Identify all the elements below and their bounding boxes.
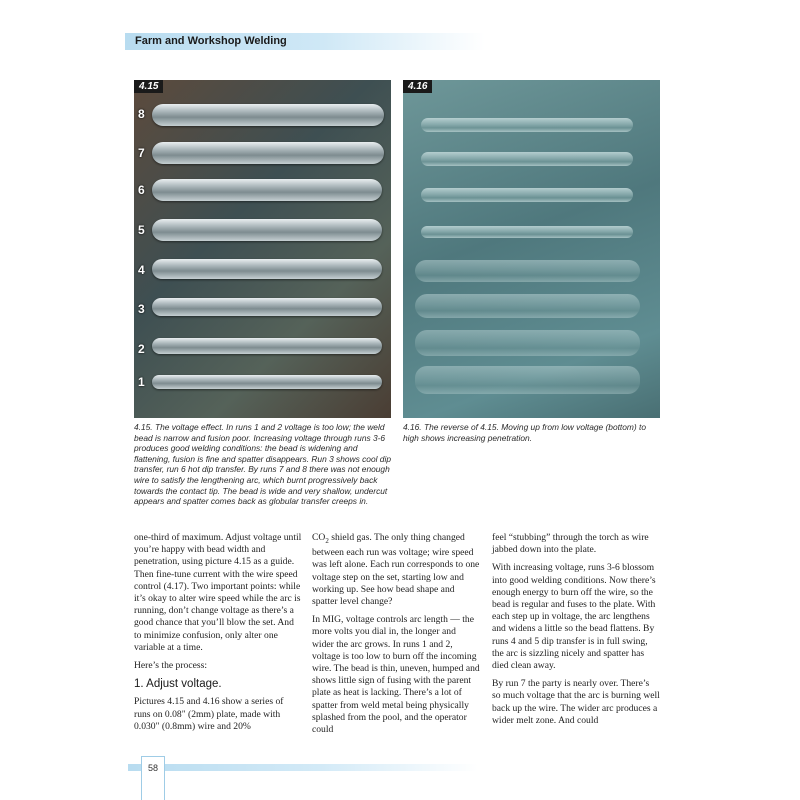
weld-bead-run-6 bbox=[152, 179, 382, 201]
section-subhead: 1. Adjust voltage. bbox=[134, 678, 222, 691]
text-column-3 bbox=[492, 532, 660, 733]
paragraph: one-third of maximum. Adjust voltage until you’re happy with bead width and penetration, using picture 4.15 as a guide. Then fine-tune current with the wire speed control (4.17). Two important points: while it’s okay to alter wire speed while the arc is running, don’t change voltage as there’s a good chance that you’ll blow the set. And to minimize confusion, only alter one variable at a time. bbox=[134, 532, 302, 653]
paragraph: By run 7 the party is nearly over. There’s so much voltage that the arc is burning well back up the wire. The wider arc produces a wider melt zone. And could bbox=[492, 678, 660, 726]
reverse-bead-8 bbox=[415, 366, 640, 394]
paragraph bbox=[312, 532, 480, 608]
weld-bead-run-4 bbox=[152, 259, 382, 279]
text-column-1 bbox=[134, 532, 302, 739]
figure-tag-4-16: 4.16 bbox=[403, 80, 432, 93]
run-label-3: 3 bbox=[138, 302, 145, 316]
weld-bead-run-3 bbox=[152, 298, 382, 316]
figure-tag-4-15: 4.15 bbox=[134, 80, 163, 93]
reverse-bead-5 bbox=[415, 260, 640, 282]
reverse-bead-1 bbox=[421, 118, 633, 132]
text-column-2 bbox=[312, 532, 480, 742]
run-label-4: 4 bbox=[138, 263, 145, 277]
reverse-bead-6 bbox=[415, 294, 640, 318]
figure-4-15-photo bbox=[134, 80, 391, 418]
co-text: CO bbox=[312, 532, 326, 543]
weld-bead-run-5 bbox=[152, 219, 382, 241]
run-label-7: 7 bbox=[138, 146, 145, 160]
reverse-bead-7 bbox=[415, 330, 640, 356]
figure-4-16-caption: 4.16. The reverse of 4.15. Moving up from low voltage (bottom) to high shows increasing penetration. bbox=[403, 422, 646, 443]
run-label-5: 5 bbox=[138, 223, 145, 237]
weld-bead-run-8 bbox=[152, 104, 384, 126]
paragraph: With increasing voltage, runs 3-6 blossom into good welding conditions. Now there’s enough energy to burn off the wire, so the bead is regular and fuses to the plate. With each step up in voltage, the arc lengthens and widens a little so the bead flattens. By runs 4 and 5 dip transfer is in full swing, the arc is sizzling nicely and spatter has died clean away. bbox=[492, 562, 656, 672]
footer-bar bbox=[128, 764, 478, 771]
paragraph: In MIG, voltage controls arc length — the more volts you dial in, the longer and wider the arc grows. In runs 1 and 2, voltage is too low to burn off the incoming wire. The bead is thin, uneven, humped and shows little sign of fusing with the parent plate as heat is lacking. There’s a lot of spatter from weld metal being physically splashed from the pool, and the operator could bbox=[312, 614, 480, 735]
paragraph: feel “stubbing” through the torch as wire jabbed down into the plate. bbox=[492, 532, 649, 556]
run-label-2: 2 bbox=[138, 342, 145, 356]
weld-bead-run-7 bbox=[152, 142, 384, 164]
paragraph: Here’s the process: bbox=[134, 660, 207, 672]
paragraph: Pictures 4.15 and 4.16 show a series of runs on 0.08" (2mm) plate, made with 0.030" (0.8mm) wire and 20% bbox=[134, 696, 284, 732]
figure-4-15-caption: 4.15. The voltage effect. In runs 1 and 2 voltage is too low; the weld bead is narrow and fusion poor. Increasing voltage through runs 3-6 produces good welding conditions: the bead is widening and flattening, fusion is fine and spatter disappears. Run 3 shows cool dip transfer, run 6 hot dip transfer. By runs 7 and 8 there was not enough wire to satisfy the lengthening arc, which burnt progressively back towards the contact tip. The bead is wide and very shallow, undercut appears and spatter comes back as globular transfer creeps in. bbox=[134, 422, 391, 507]
run-label-1: 1 bbox=[138, 375, 145, 389]
run-label-8: 8 bbox=[138, 107, 145, 121]
page-number: 58 bbox=[147, 763, 158, 773]
co2-subscript: 2 bbox=[325, 536, 329, 545]
paragraph-rest: shield gas. The only thing changed between each run was voltage; wire speed was left alone. Each run corresponds to one voltage step on the set, starting low and working up. See how bead shape and spatter level change? bbox=[312, 532, 480, 607]
reverse-bead-3 bbox=[421, 188, 633, 202]
weld-bead-run-1 bbox=[152, 375, 382, 389]
weld-bead-run-2 bbox=[152, 338, 382, 354]
figure-4-16-photo bbox=[403, 80, 660, 418]
running-header-title: Farm and Workshop Welding bbox=[135, 35, 287, 47]
reverse-bead-4 bbox=[421, 226, 633, 238]
reverse-bead-2 bbox=[421, 152, 633, 166]
run-label-6: 6 bbox=[138, 183, 145, 197]
